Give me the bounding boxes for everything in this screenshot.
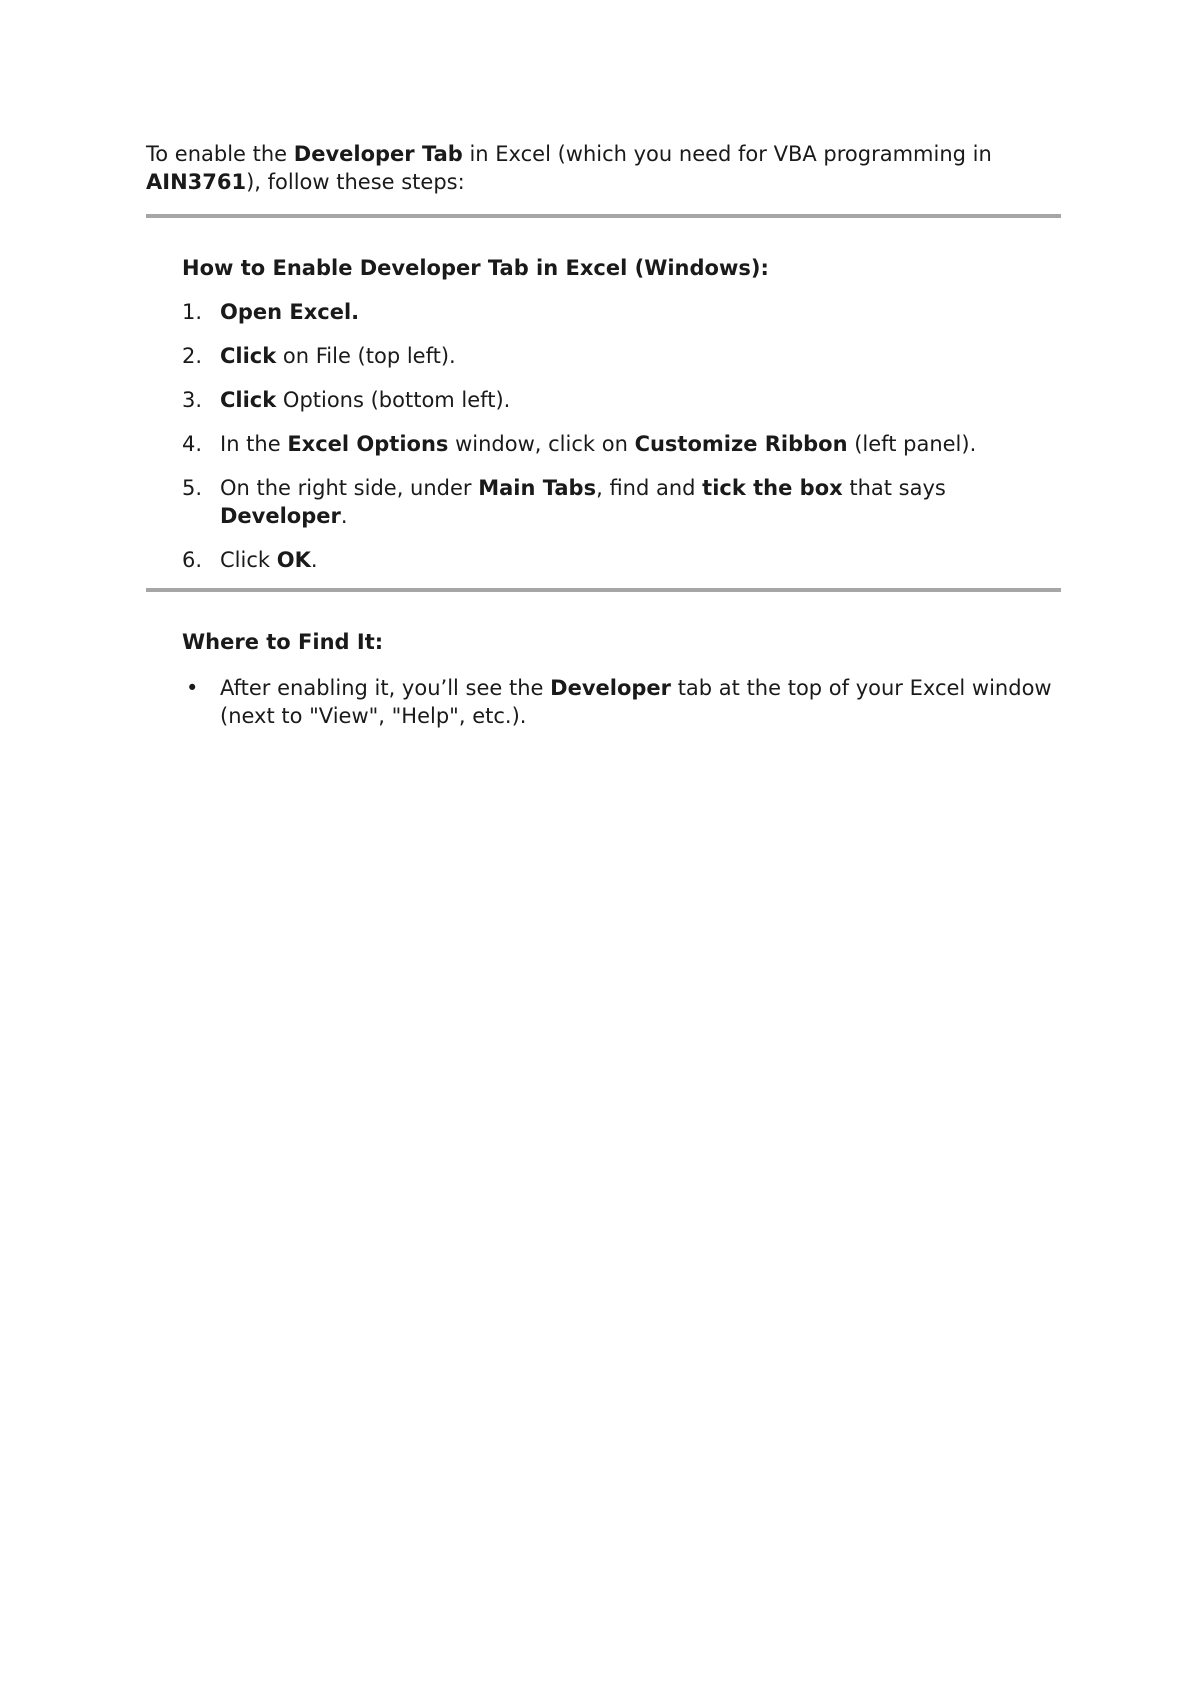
- step-item: 3. Click Options (bottom left).: [182, 388, 511, 412]
- step-item: 1. Open Excel.: [182, 300, 360, 324]
- section-heading: Where to Find It:: [182, 630, 384, 654]
- step-item: 2. Click on File (top left).: [182, 344, 456, 368]
- divider: [146, 214, 1061, 218]
- step-number: 6.: [182, 548, 203, 572]
- intro-paragraph: To enable the Developer Tab in Excel (which you need for VBA programming in AIN3761), follow these steps:: [146, 142, 992, 194]
- developer-tab-term: Developer Tab: [293, 142, 463, 166]
- divider: [146, 588, 1061, 592]
- enable-steps-section: [146, 254, 1061, 574]
- bullet-marker: •: [186, 676, 199, 700]
- steps-list: [182, 298, 1061, 574]
- course-code: AIN3761: [146, 170, 247, 194]
- where-to-find-section: [146, 628, 1061, 730]
- section-heading: How to Enable Developer Tab in Excel (Windows):: [182, 256, 769, 280]
- step-number: 4.: [182, 432, 203, 456]
- bullet-list: [182, 674, 1061, 730]
- step-item: 5. On the right side, under Main Tabs, find and tick the box that says Developer.: [182, 476, 946, 528]
- step-number: 5.: [182, 476, 203, 500]
- list-item: • After enabling it, you’ll see the Developer tab at the top of your Excel window (next to "View", "Help", etc.).: [186, 676, 1052, 728]
- document-page: [146, 140, 1061, 730]
- step-number: 1.: [182, 300, 203, 324]
- step-number: 2.: [182, 344, 203, 368]
- step-number: 3.: [182, 388, 203, 412]
- step-item: 6. Click OK.: [182, 548, 318, 572]
- step-item: 4. In the Excel Options window, click on Customize Ribbon (left panel).: [182, 432, 977, 456]
